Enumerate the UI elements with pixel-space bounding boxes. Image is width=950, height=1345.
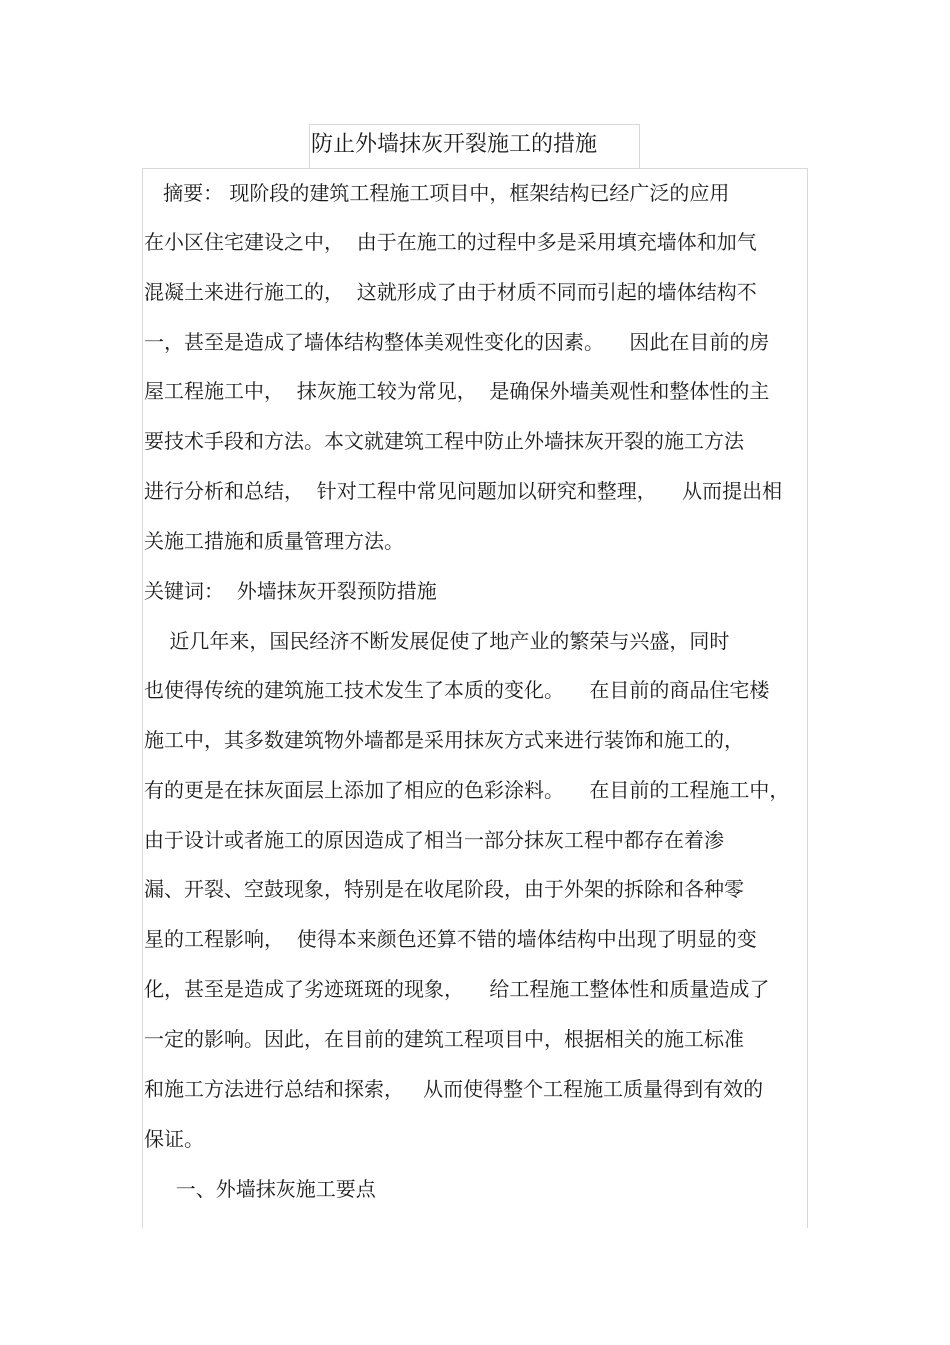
paragraph-line: 星的工程影响， 使得本来颜色还算不错的墙体结构中出现了明显的变 (144, 927, 757, 951)
abstract-line: 一，甚至是造成了墙体结构整体美观性变化的因素。 因此在目前的房 (144, 330, 770, 354)
abstract-line: 进行分析和总结， 针对工程中常见问题加以研究和整理， 从而提出相 (144, 479, 783, 503)
abstract-line: 摘要： 现阶段的建筑工程施工项目中，框架结构已经广泛的应用 (144, 181, 730, 205)
paragraph-line: 施工中，其多数建筑物外墙都是采用抹灰方式来进行装饰和施工的， (144, 728, 744, 752)
paragraph-line: 也使得传统的建筑施工技术发生了本质的变化。 在目前的商品住宅楼 (144, 678, 770, 702)
abstract-line: 要技术手段和方法。本文就建筑工程中防止外墙抹灰开裂的施工方法 (144, 429, 744, 453)
paragraph-line: 近几年来，国民经济不断发展促使了地产业的繁荣与兴盛，同时 (144, 629, 730, 653)
paragraph-line: 保证。 (144, 1127, 204, 1151)
section-heading: 一、外墙抹灰施工要点 (144, 1177, 376, 1201)
keywords-line: 关键词： 外墙抹灰开裂预防措施 (144, 579, 437, 603)
abstract-line: 屋工程施工中， 抹灰施工较为常见， 是确保外墙美观性和整体性的主 (144, 379, 770, 403)
paragraph-line: 一定的影响。因此，在目前的建筑工程项目中，根据相关的施工标准 (144, 1027, 744, 1051)
paragraph-line: 漏、开裂、空鼓现象，特别是在收尾阶段，由于外架的拆除和各种零 (144, 877, 744, 901)
abstract-line: 混凝土来进行施工的， 这就形成了由于材质不同而引起的墙体结构不 (144, 280, 757, 304)
paragraph-line: 有的更是在抹灰面层上添加了相应的色彩涂料。 在目前的工程施工中， (144, 778, 790, 802)
paragraph-line: 由于设计或者施工的原因造成了相当一部分抹灰工程中都存在着渗 (144, 828, 724, 852)
abstract-line: 在小区住宅建设之中， 由于在施工的过程中多是采用填充墙体和加气 (144, 230, 757, 254)
abstract-line: 关施工措施和质量管理方法。 (144, 529, 404, 553)
paragraph-line: 和施工方法进行总结和探索， 从而使得整个工程施工质量得到有效的 (144, 1077, 764, 1101)
paragraph-line: 化，甚至是造成了劣迹斑斑的现象， 给工程施工整体性和质量造成了 (144, 977, 770, 1001)
document-title: 防止外墙抹灰开裂施工的措施 (311, 132, 598, 157)
